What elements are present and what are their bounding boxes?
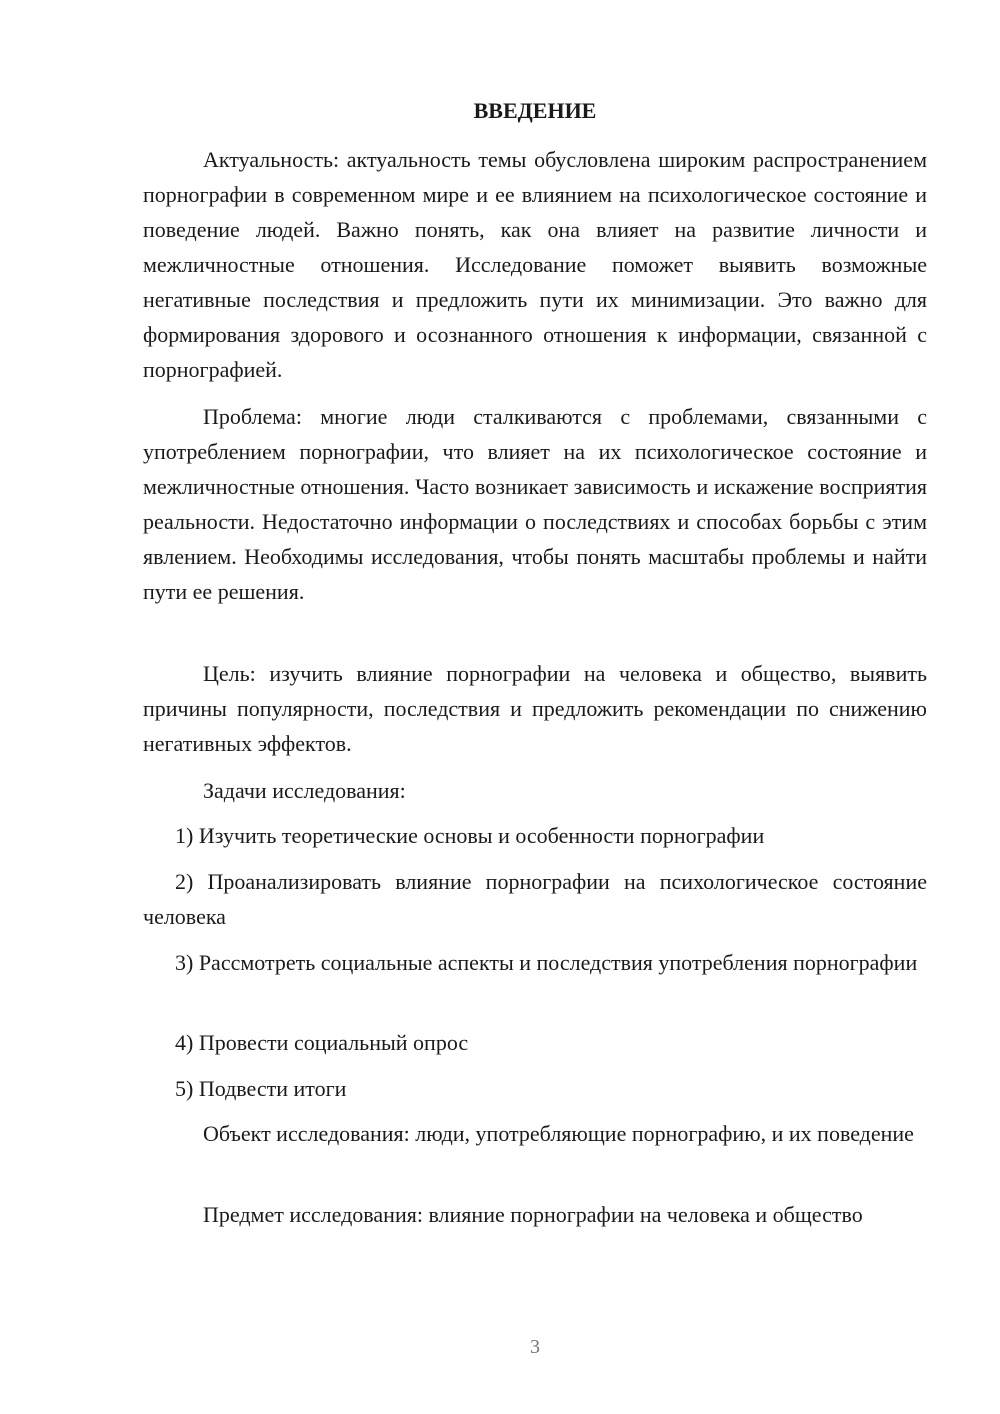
tasks-title: Задачи исследования: [203,778,406,803]
goal-paragraph: Цель: изучить влияние порнографии на человека и общество, выявить причины популярности, последствия и предложить рекомендации по снижению негативных эффектов. [143,661,927,756]
task-item-5: 5) Подвести итоги [175,1076,347,1101]
subject-paragraph: Предмет исследования: влияние порнографии на человека и общество [203,1202,863,1227]
task-item-2: 2) Проанализировать влияние порнографии на психологическое состояние человека [143,869,927,929]
task-item-1: 1) Изучить теоретические основы и особенности порнографии [175,823,765,848]
document-page [143,0,927,1414]
section-heading: ВВЕДЕНИЕ [473,98,597,123]
task-item-3: 3) Рассмотреть социальные аспекты и последствия употребления порнографии [175,950,918,975]
problem-paragraph: Проблема: многие люди сталкиваются с проблемами, связанными с употреблением порнографии, что влияет на их психологическое состояние и межличностные отношения. Часто возникает зависимость и искажение восприятия реальности. Недостаточно информации о последствиях и способах борьбы с этим явлением. Необходимы исследования, чтобы понять масштабы проблемы и найти пути ее решения. [143,404,927,604]
task-item-4: 4) Провести социальный опрос [175,1030,469,1055]
page-number: 3 [530,1336,540,1358]
object-paragraph: Объект исследования: люди, употребляющие порнографию, и их поведение [203,1121,914,1146]
relevance-paragraph: Актуальность: актуальность темы обусловлена широким распространением порнографии в современном мире и ее влиянием на психологическое состояние и поведение людей. Важно понять, как она влияет на развитие личности и межличностные отношения. Исследование поможет выявить возможные негативные последствия и предложить пути их минимизации. Это важно для формирования здорового и осознанного отношения к информации, связанной с порнографией. [143,147,927,382]
